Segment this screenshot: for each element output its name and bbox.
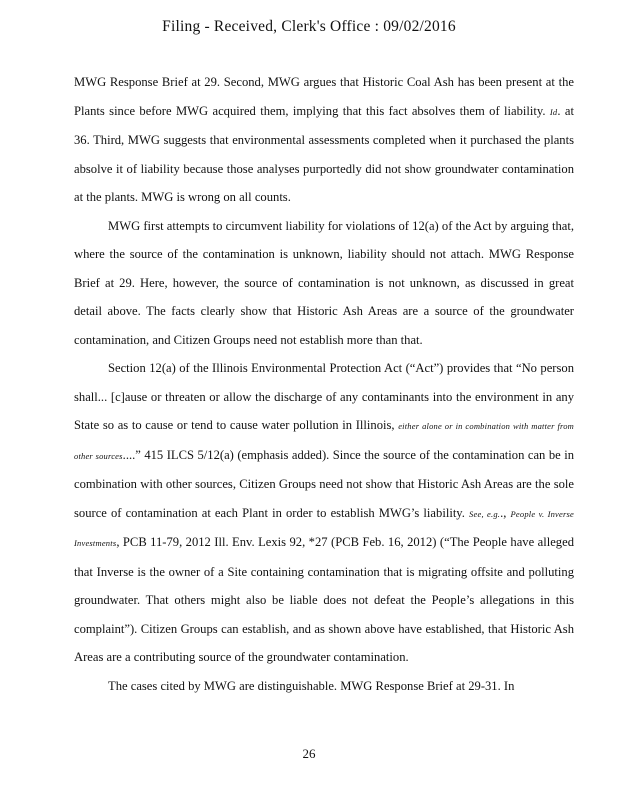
emphasis-phrase: either alone or in combination with matter from other sources xyxy=(74,421,574,461)
see-eg-signal: See, e.g. xyxy=(469,508,501,519)
case-name: People v. Inverse Investments xyxy=(74,508,574,548)
paragraph-3-text-a: Section 12(a) of the Illinois Environmental Protection Act (“Act”) provides that “No person shall... [c]ause or threaten or allow the discharge of any contaminants into the environment in any State so as to cause or tend to cause water pollution in Illinois, xyxy=(74,361,574,432)
paragraph-1-text-b: . at 36. Third, MWG suggests that environmental assessments completed when it purchased the plants absolve it of liability because those analyses purportedly did not show groundwater contamination at the plants. MWG is wrong on all counts. xyxy=(74,103,574,204)
paragraph-3-text-d: , PCB 11-79, 2012 Ill. Env. Lexis 92, *27 (PCB Feb. 16, 2012) (“The People have alleged that Inverse is the owner of a Site containing contamination that is migrating offsite and polluting groundwater. That others might also be liable does not defeat the People’s allegations in this complaint”). Citizen Groups can establish, and as shown above have established, that Historic Ash Areas are a contributing source of the groundwater contamination. xyxy=(74,535,574,664)
paragraph-3 xyxy=(74,354,574,672)
paragraph-1-text: MWG Response Brief at 29. Second, MWG argues that Historic Coal Ash has been present at the Plants since before MWG acquired them, implying that this fact absolves them of liability. xyxy=(74,75,574,118)
paragraph-3-text-b: ....” 415 ILCS 5/12(a) (emphasis added). Since the source of the contamination can be in combination with other sources, Citizen Groups need not show that Historic Ash Areas are the sole source of contamination at each Plant in order to establish MWG’s liability. xyxy=(74,447,574,520)
paragraph-3-text-c: ., xyxy=(500,505,511,520)
paragraph-4: The cases cited by MWG are distinguishable. MWG Response Brief at 29-31. In xyxy=(108,678,515,693)
id-citation: Id xyxy=(549,106,558,117)
page-number: 26 xyxy=(302,746,316,761)
paragraph-1 xyxy=(74,68,574,212)
filing-header: Filing - Received, Clerk's Office : 09/02/2016 xyxy=(162,18,456,35)
brief-body xyxy=(74,68,574,700)
paragraph-2: MWG first attempts to circumvent liability for violations of 12(a) of the Act by arguing that, where the source of the contamination is unknown, liability should not attach. MWG Response Brief at 29. Here, however, the source of contamination is not unknown, as discussed in great detail above. The facts clearly show that Historic Ash Areas are a source of the groundwater contamination, and Citizen Groups need not establish more than that. xyxy=(74,218,574,347)
